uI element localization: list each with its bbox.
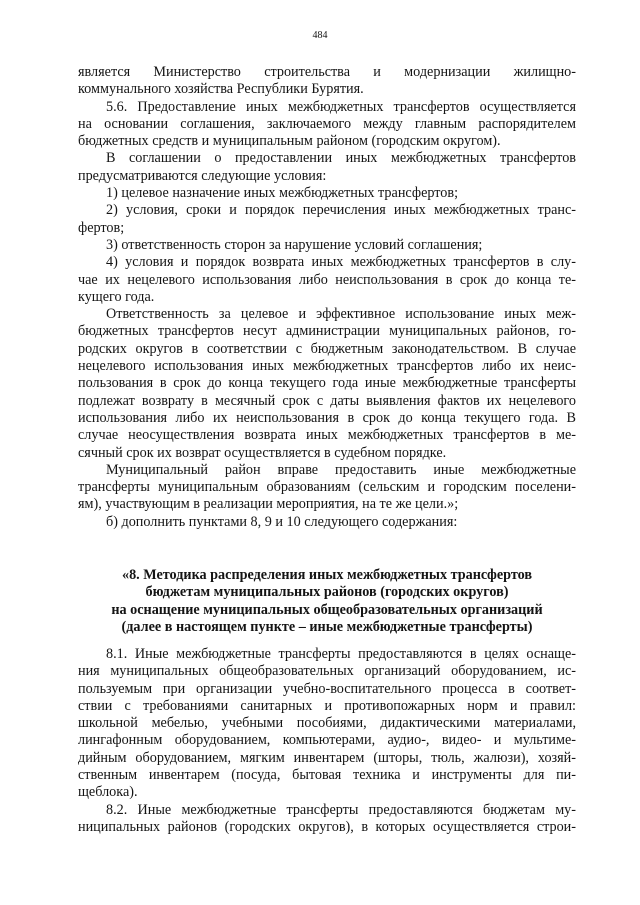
text-line: подлежат возврату в месячный срок с даты выявления фактов их нецелевого: [78, 392, 576, 409]
body-text-bottom: [78, 646, 576, 836]
section-heading: [78, 567, 576, 636]
text-line: предусматриваются следующие условия:: [78, 167, 327, 184]
text-line: ния муниципальных общеобразовательных организаций оборудованием, ис-: [78, 663, 576, 680]
page-number: 484: [312, 30, 328, 41]
heading-line: (далее в настоящем пункте – иные межбюджетные трансферты): [121, 618, 533, 635]
text-line: ниципальных районов (городских округов), в которых осуществляется строи-: [78, 818, 576, 835]
text-line: Ответственность за целевое и эффективное использование иных меж-: [106, 306, 576, 323]
text-line: коммунального хозяйства Республики Бурятия.: [78, 81, 364, 98]
text-line: б) дополнить пунктами 8, 9 и 10 следующего содержания:: [106, 513, 458, 530]
heading-line: на оснащение муниципальных общеобразовательных организаций: [111, 601, 543, 618]
heading-line: «8. Методика распределения иных межбюджетных трансфертов: [121, 567, 533, 583]
text-line: кущего года.: [78, 288, 155, 305]
text-line: 1) целевое назначение иных межбюджетных трансфертов;: [106, 185, 459, 202]
text-line: В соглашении о предоставлении иных межбюджетных трансфертов: [106, 150, 576, 167]
body-text-top: [78, 64, 576, 531]
text-line: использования либо их неиспользования в срок до конца текущего года. В: [78, 409, 576, 426]
text-line: 8.1. Иные межбюджетные трансферты предоставляются в целях оснаще-: [106, 646, 576, 662]
text-line: Муниципальный район вправе предоставить иные межбюджетные: [106, 461, 576, 478]
text-line: ствии с требованиями санитарных и противопожарных норм и правил:: [78, 697, 576, 714]
text-line: пользуемым при организации учебно-воспитательного процесса в соответ-: [78, 680, 576, 697]
text-line: фертов;: [78, 219, 125, 236]
text-line: школьной мебелью, учебными пособиями, дидактическими материалами,: [78, 715, 576, 732]
text-line: 5.6. Предоставление иных межбюджетных трансфертов осуществляется: [106, 98, 576, 115]
text-line: чае их нецелевого использования либо неиспользования в срок до конца те-: [78, 271, 576, 288]
text-line: на основании соглашения, заключаемого между главным распорядителем: [78, 115, 576, 132]
text-line: ственным инвентарем (посуда, бытовая техника и инструменты для пи-: [78, 767, 576, 784]
text-line: родских округов в соответствии с бюджетным законодательством. В случае: [78, 340, 576, 357]
text-line: бюджетных средств и муниципальным районом (городским округом).: [78, 133, 501, 150]
heading-line: бюджетам муниципальных районов (городских округов): [145, 584, 509, 601]
text-line: пользования в срок до конца текущего года иные межбюджетные трансферты: [78, 375, 576, 392]
text-line: лингафонным оборудованием, компьютерами, аудио-, видео- и мультиме-: [78, 732, 576, 749]
text-line: 2) условия, сроки и порядок перечисления иных межбюджетных транс-: [106, 202, 576, 219]
text-line: трансферты муниципальным образованиям (сельским и городским поселени-: [78, 479, 576, 496]
text-line: 3) ответственность сторон за нарушение условий соглашения;: [106, 236, 483, 253]
text-line: случае неосуществления возврата иных межбюджетных трансфертов в ме-: [78, 427, 576, 444]
text-line: нецелевого использования иных межбюджетных трансфертов либо их неис-: [78, 358, 576, 375]
text-line: 4) условия и порядок возврата иных межбюджетных трансфертов в слу-: [106, 254, 576, 271]
text-line: сячный срок их возврат осуществляется в судебном порядке.: [78, 444, 447, 461]
text-line: дийным оборудованием, мягким инвентарем (шторы, тюль, жалюзи), хозяй-: [78, 749, 576, 766]
text-line: щеблока).: [78, 784, 138, 801]
text-line: ям), участвующим в реализации мероприятия, на те же цели.»;: [78, 496, 459, 513]
text-line: 8.2. Иные межбюджетные трансферты предоставляются бюджетам му-: [106, 801, 576, 818]
text-line: является Министерство строительства и модернизации жилищно-: [78, 64, 576, 80]
text-line: бюджетных трансфертов несут администрации муниципальных районов, го-: [78, 323, 576, 340]
